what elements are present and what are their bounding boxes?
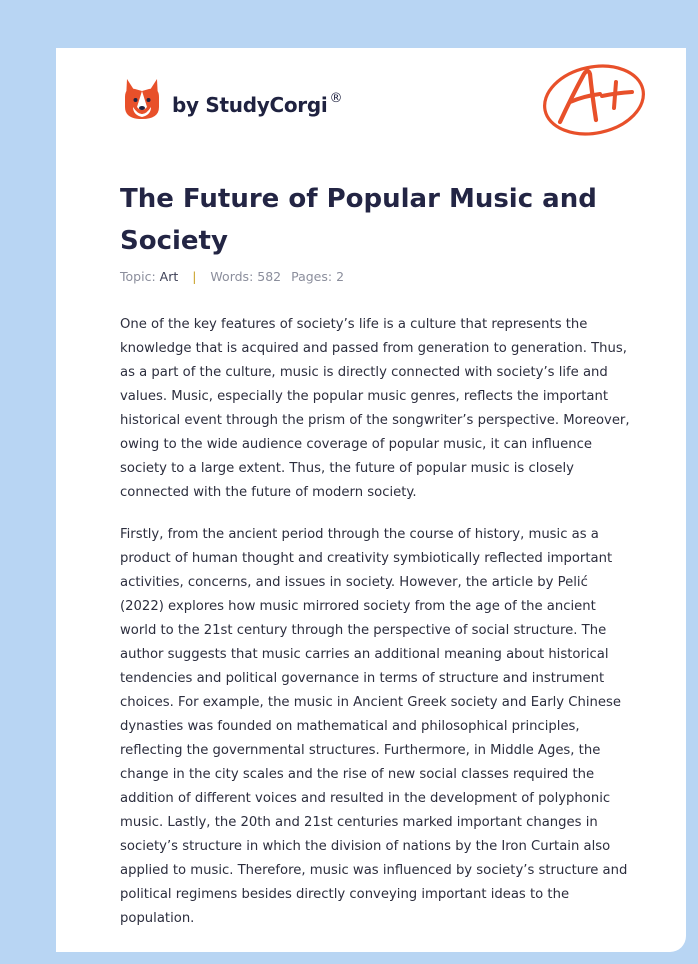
studycorgi-logo[interactable] [122, 74, 342, 124]
topic-link[interactable]: Art [159, 269, 179, 284]
paragraph: One of the key features of society’s life is a culture that represents the knowledge that is acquired and passed from generation to generation. Thus, as a part of the culture, music is directly connected with society’s life and values. Music, especially the popular music genres, reflects the important historical event through the prism of the songwriter’s perspective. Moreover, owing to the wide audience coverage of popular music, it can influence society to a large extent. Thus, the future of popular music is closely connected with the future of modern society. [120, 317, 630, 500]
paragraph: Firstly, from the ancient period through the course of history, music as a product of human thought and creativity symbiotically reflected important activities, concerns, and issues in society. However, the article by Pelić (2022) explores how music mirrored society from the age of the ancient world to the 21st century through the perspective of social structure. The author suggests that music carries an additional meaning about historical tendencies and political governance in terms of structure and instrument choices. For example, the music in Ancient Greek society and Early Chinese dynasties was founded on mathematical and philosophical principles, reflecting the governmental structures. Furthermore, in Middle Ages, the change in the city scales and the rise of new social classes required the addition of different voices and resulted in the development of polyphonic music. Lastly, the 20th and 21st centuries marked important changes in society’s structure in which the division of nations by the Iron Curtain also applied to music. Therefore, music was influenced by society’s structure and political regimens besides directly conveying important ideas to the population. [120, 527, 628, 926]
article-meta [120, 269, 344, 284]
brand-name: by StudyCorgi ® [172, 91, 343, 117]
page-title: The Future of Popular Music and Society [120, 184, 597, 256]
words-label: Words: [210, 269, 254, 284]
corgi-logo-icon [122, 77, 162, 121]
topic-label: Topic: [120, 269, 156, 284]
words-count: 582 [257, 269, 282, 284]
a-plus-grade-icon [538, 60, 648, 140]
article-body [120, 313, 632, 949]
registered-mark: ® [329, 91, 343, 106]
document-page [56, 48, 686, 952]
meta-separator: | [192, 269, 197, 284]
pages-count: 2 [336, 269, 345, 284]
pages-label: Pages: [291, 269, 333, 284]
